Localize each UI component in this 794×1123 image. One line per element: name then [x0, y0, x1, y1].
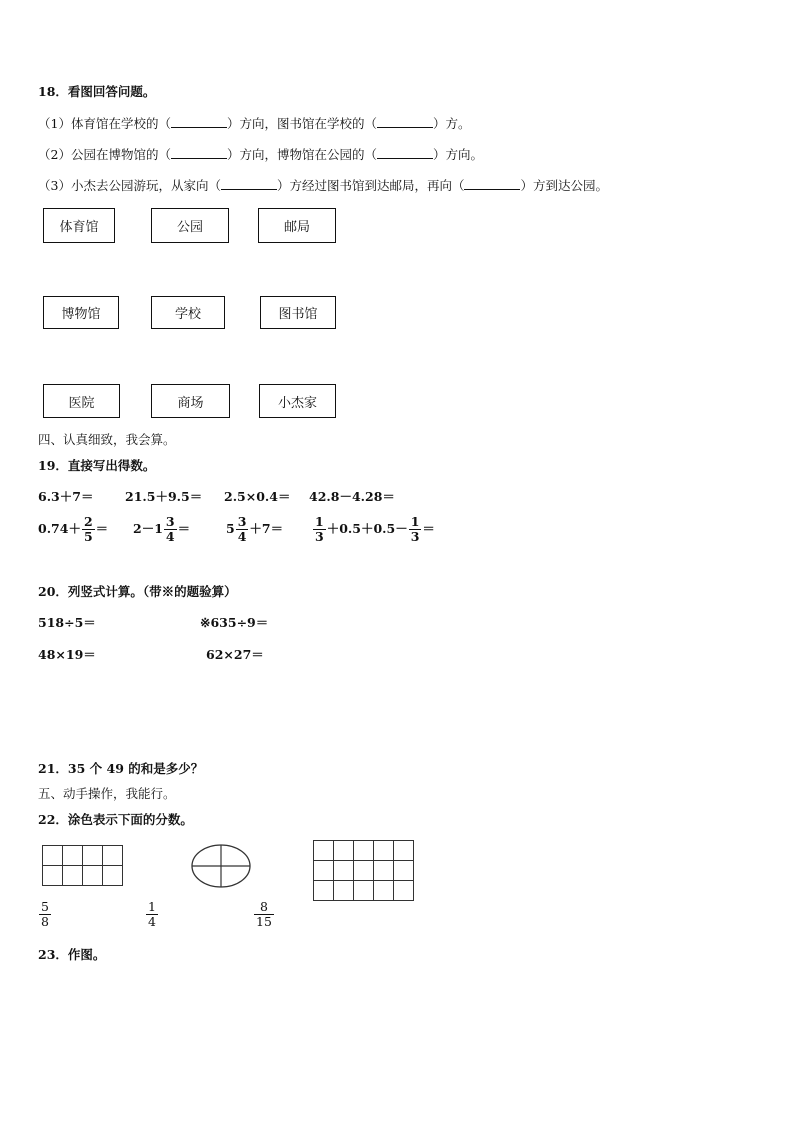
fraction-numerator: 1 [148, 899, 156, 914]
fraction-denominator: 8 [41, 914, 49, 929]
grid-cell[interactable] [103, 846, 123, 866]
grid-cell[interactable] [354, 861, 374, 881]
grid-cell[interactable] [374, 881, 394, 901]
grid-cell[interactable] [83, 846, 103, 866]
map-box-hospital: 医院 [43, 384, 120, 418]
grid-3x5[interactable] [313, 840, 414, 901]
fraction [39, 900, 51, 929]
q18-part1-text-b: ）方向，图书馆在学校的（ [226, 116, 377, 131]
grid-cell[interactable] [374, 841, 394, 861]
fraction-label-2 [145, 900, 159, 929]
grid-cell[interactable] [334, 881, 354, 901]
grid-cell[interactable] [354, 841, 374, 861]
q18-title: 18．看图回答问题。 [38, 84, 156, 99]
fraction [313, 515, 326, 544]
grid-cell[interactable] [43, 866, 63, 886]
fraction-denominator: 3 [410, 529, 420, 544]
q18-part2 [38, 147, 483, 163]
q19-expr-7 [226, 515, 283, 544]
fraction-numerator: 2 [83, 514, 93, 529]
q19-expr-4: 42.8－4.28＝ [309, 489, 395, 504]
fraction-numerator: 8 [259, 899, 268, 914]
grid-cell[interactable] [394, 841, 414, 861]
fraction-denominator: 4 [237, 529, 247, 544]
expr-text: ＝ [95, 521, 109, 536]
fraction [164, 515, 177, 544]
grid-cell[interactable] [43, 846, 63, 866]
fraction-denominator: 4 [165, 529, 175, 544]
answer-blank[interactable] [464, 178, 520, 190]
q20-title: 20．列竖式计算。（带※的题验算） [38, 584, 237, 599]
q23-title: 23．作图。 [38, 947, 106, 962]
fraction [254, 900, 274, 929]
fraction-numerator: 3 [165, 514, 175, 529]
grid-cell[interactable] [314, 841, 334, 861]
grid-cell[interactable] [314, 881, 334, 901]
grid-2x4[interactable] [42, 845, 123, 886]
q18-part2-text-a: （2）公园在博物馆的（ [38, 147, 171, 162]
answer-blank[interactable] [171, 147, 227, 159]
q18-part1 [38, 116, 471, 132]
q21-title: 21．35 个 49 的和是多少？ [38, 761, 204, 776]
fraction-numerator: 1 [315, 514, 324, 529]
q19-expr-1: 6.3＋7＝ [38, 489, 94, 504]
expr-text: ＝ [177, 521, 191, 536]
expr-text: 5 [226, 521, 235, 536]
expr-text: 0.74＋ [38, 521, 81, 536]
expr-text: ＋0.5＋0.5－ [326, 521, 408, 536]
expr-text: ＝ [422, 521, 435, 536]
map-box-park: 公园 [151, 208, 229, 243]
map-box-gymnasium: 体育馆 [43, 208, 115, 243]
fraction-numerator: 1 [410, 514, 420, 529]
q18-part1-text-c: ）方。 [432, 116, 471, 131]
q18-part1-text-a: （1）体育馆在学校的（ [38, 116, 171, 131]
q20-item-2: ※635÷9＝ [200, 615, 269, 630]
fraction [409, 515, 422, 544]
grid-cell[interactable] [374, 861, 394, 881]
answer-blank[interactable] [221, 178, 277, 190]
fraction-denominator: 3 [315, 529, 324, 544]
fraction-numerator: 5 [41, 899, 49, 914]
fraction-numerator: 3 [237, 514, 247, 529]
fraction-denominator: 4 [148, 914, 156, 929]
expr-text: ＋7＝ [249, 521, 284, 536]
q19-title: 19．直接写出得数。 [38, 458, 156, 473]
map-box-post-office: 邮局 [258, 208, 336, 243]
fraction [82, 515, 95, 544]
map-box-library: 图书馆 [260, 296, 336, 329]
fraction-denominator: 5 [83, 529, 93, 544]
grid-cell[interactable] [394, 861, 414, 881]
q18-part3-text-a: （3）小杰去公园游玩，从家向（ [38, 178, 221, 193]
grid-cell[interactable] [63, 846, 83, 866]
grid-cell[interactable] [314, 861, 334, 881]
q19-expr-5 [38, 515, 108, 544]
grid-cell[interactable] [334, 841, 354, 861]
answer-blank[interactable] [377, 147, 433, 159]
circle-quarters[interactable] [190, 843, 252, 889]
fraction-label-3 [253, 900, 275, 929]
section-five-heading: 五、动手操作，我能行。 [38, 786, 176, 801]
q19-expr-3: 2.5×0.4＝ [224, 489, 291, 504]
map-box-mall: 商场 [151, 384, 230, 418]
section-four-heading: 四、认真细致，我会算。 [38, 432, 176, 447]
q18-part3 [38, 178, 608, 194]
q18-part2-text-b: ）方向，博物馆在公园的（ [226, 147, 377, 162]
map-box-museum: 博物馆 [43, 296, 119, 329]
q18-part3-text-b: ）方经过图书馆到达邮局，再向（ [276, 178, 465, 193]
grid-cell[interactable] [83, 866, 103, 886]
fraction [146, 900, 158, 929]
grid-cell[interactable] [394, 881, 414, 901]
grid-cell[interactable] [354, 881, 374, 901]
q19-expr-6 [133, 515, 190, 544]
map-box-xiaojie-home: 小杰家 [259, 384, 336, 418]
fraction [236, 515, 249, 544]
fraction-denominator: 15 [256, 914, 272, 929]
q20-item-4: 62×27＝ [206, 647, 264, 662]
q20-item-3: 48×19＝ [38, 647, 96, 662]
grid-cell[interactable] [334, 861, 354, 881]
expr-text: 2－1 [133, 521, 163, 536]
grid-cell[interactable] [63, 866, 83, 886]
q22-title: 22．涂色表示下面的分数。 [38, 812, 193, 827]
grid-cell[interactable] [103, 866, 123, 886]
fraction-label-1 [38, 900, 52, 929]
q20-item-1: 518÷5＝ [38, 615, 96, 630]
q19-expr-2: 21.5＋9.5＝ [125, 489, 203, 504]
map-box-school: 学校 [151, 296, 225, 329]
q18-part2-text-c: ）方向。 [432, 147, 483, 162]
answer-blank[interactable] [171, 116, 227, 128]
q19-expr-8 [312, 515, 435, 544]
answer-blank[interactable] [377, 116, 433, 128]
q18-part3-text-c: ）方到达公园。 [520, 178, 608, 193]
